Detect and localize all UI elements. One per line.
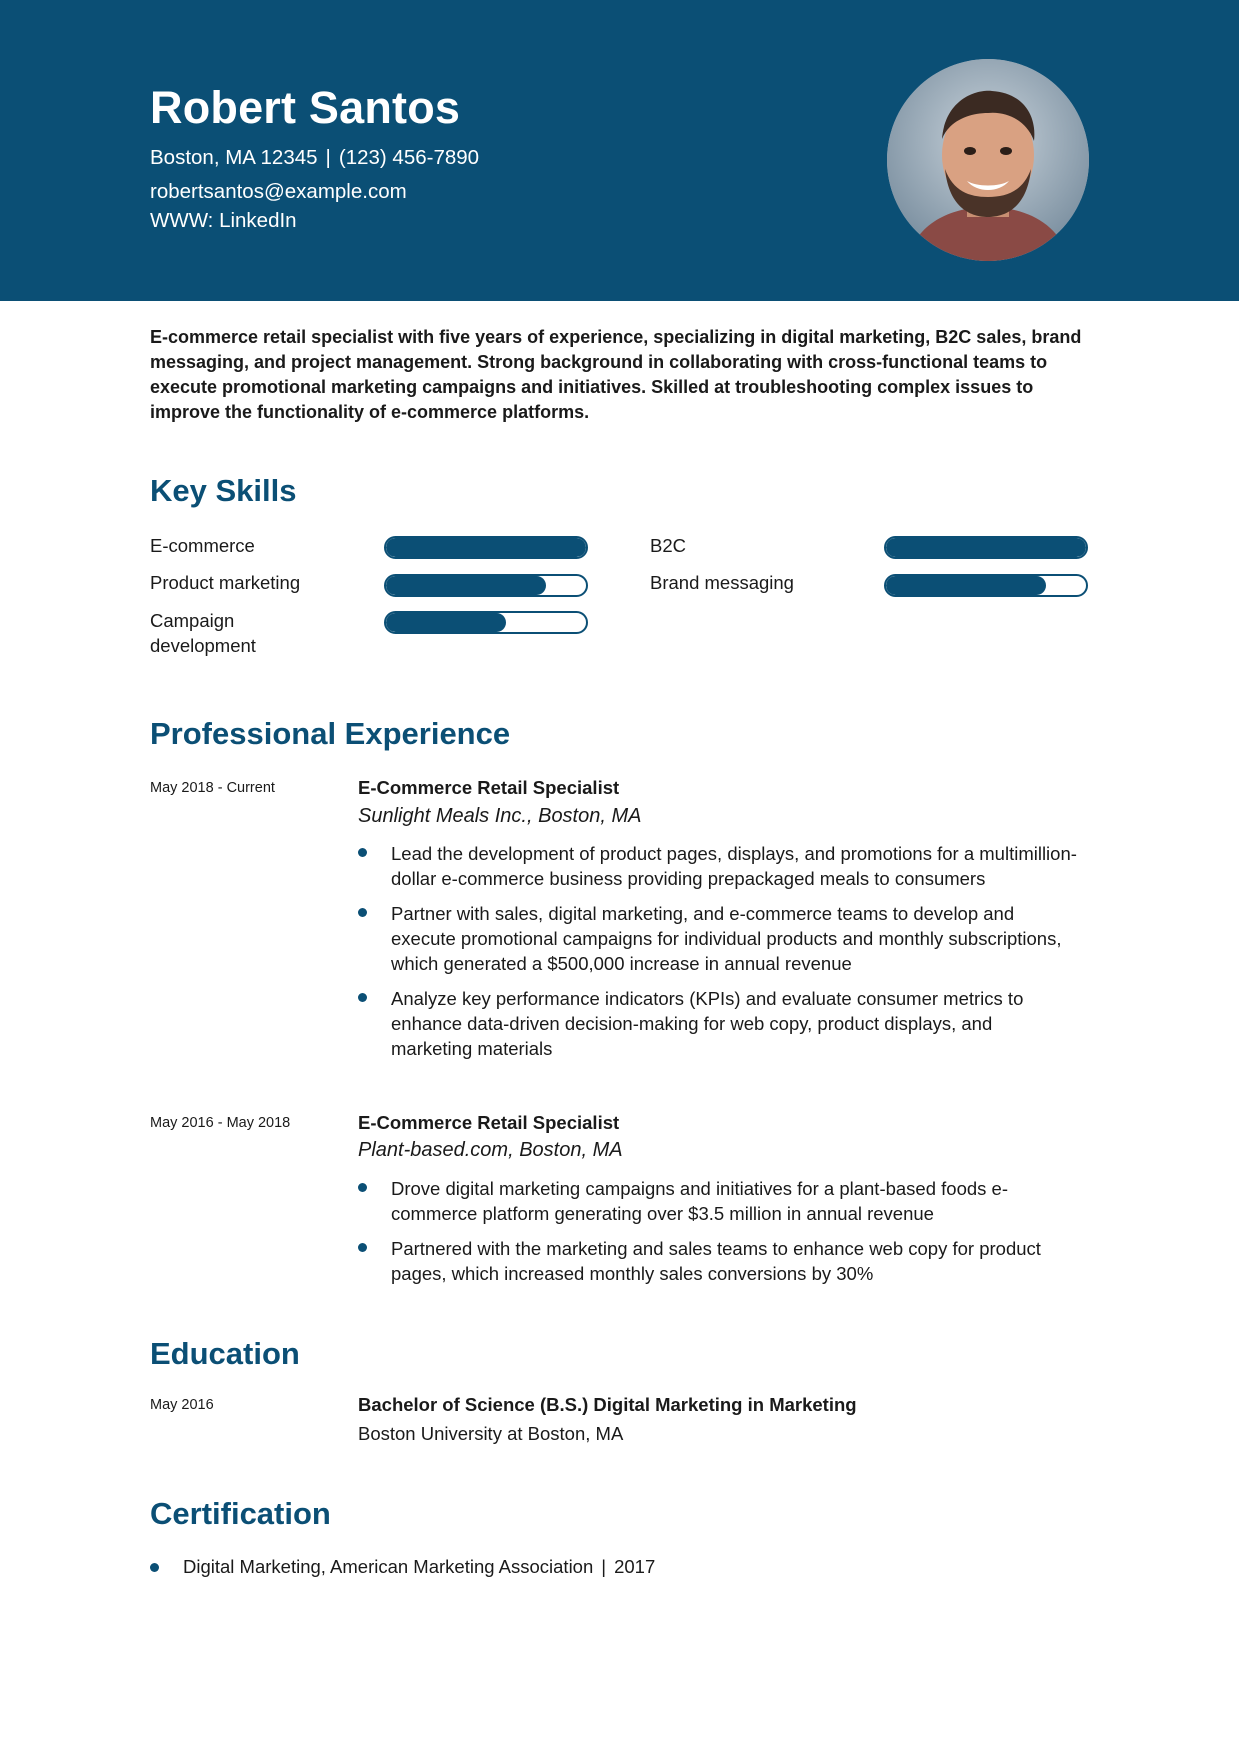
profile-photo-image	[887, 59, 1089, 261]
bullet-icon	[358, 1243, 367, 1252]
job-company	[358, 805, 641, 828]
certification-item	[150, 1556, 655, 1578]
experience-section-title: Professional Experience	[150, 716, 511, 751]
bullet-text: Lead the development of product pages, displays, and promotions for a multimillion-dollar e-commerce business providing prepackaged meals to consumers	[391, 843, 1077, 889]
bullet-icon	[358, 993, 367, 1002]
job-bullets	[358, 1176, 1078, 1296]
bullet-text: Analyze key performance indicators (KPIs) and evaluate consumer metrics to enhance data-driven decision-making for web copy, product displays, and marketing materials	[391, 988, 1024, 1059]
professional-summary: E-commerce retail specialist with five years of experience, specializing in digital marketing, B2C sales, brand messaging, and project management. Strong background in collaborating with cross-functional teams to execute promotional marketing campaigns and initiatives. Skilled at troubleshooting complex issues to improve the functionality of e-commerce platforms.	[150, 327, 1082, 422]
company-name: Plant-based.com	[358, 1139, 509, 1161]
job-dates: May 2016 - May 2018	[150, 1115, 291, 1131]
company-name: Sunlight Meals Inc.	[358, 805, 527, 827]
email[interactable]: robertsantos@example.com	[150, 180, 407, 203]
skill-bar	[384, 611, 588, 634]
skill-bar	[384, 536, 588, 559]
education-school: Boston University at Boston, MA	[358, 1423, 624, 1444]
phone: (123) 456-7890	[338, 146, 480, 169]
company-location: , Boston, MA	[526, 805, 642, 827]
bullet-icon	[358, 908, 367, 917]
skill-bar-fill	[886, 538, 1086, 557]
skills-section-title: Key Skills	[150, 473, 297, 508]
job-bullets	[358, 841, 1078, 1071]
skill-bar	[884, 536, 1088, 559]
list-item	[358, 901, 1078, 976]
skill-bar	[884, 574, 1088, 597]
candidate-name: Robert Santos	[150, 82, 461, 133]
skill-bar-fill	[386, 576, 546, 595]
education-degree: Bachelor of Science (B.S.) Digital Marketing in Marketing	[358, 1394, 857, 1415]
skill-label: B2C	[650, 535, 686, 556]
list-item	[358, 1176, 1078, 1226]
profile-photo	[887, 59, 1089, 261]
skill-label: E-commerce	[150, 535, 255, 556]
separator: |	[325, 146, 331, 169]
bullet-text: Partner with sales, digital marketing, and e-commerce teams to develop and execute promotional campaigns for individual products and monthly subscriptions, which generated a $500,000 increase in annual revenue	[391, 903, 1062, 974]
certification-section-title: Certification	[150, 1496, 331, 1531]
job-title: E-Commerce Retail Specialist	[358, 777, 620, 798]
resume-header	[0, 0, 1239, 301]
skill-label: Campaign development	[150, 610, 256, 656]
skill-bar-fill	[886, 576, 1046, 595]
job-company	[358, 1139, 623, 1162]
separator: |	[601, 1556, 607, 1577]
bullet-icon	[150, 1563, 159, 1572]
skill-bar	[384, 574, 588, 597]
skill-label: Product marketing	[150, 572, 301, 593]
bullet-icon	[358, 848, 367, 857]
job-dates: May 2018 - Current	[150, 780, 275, 796]
education-date: May 2016	[150, 1397, 214, 1413]
bullet-text: Partnered with the marketing and sales teams to enhance web copy for product pages, which increased monthly sales conversions by 30%	[391, 1238, 1041, 1284]
list-item	[358, 986, 1078, 1061]
list-item	[358, 841, 1078, 891]
skill-bar-fill	[386, 613, 506, 632]
education-section-title: Education	[150, 1336, 300, 1371]
certification-name: Digital Marketing, American Marketing Association	[183, 1556, 594, 1577]
certification-year: 2017	[614, 1556, 656, 1577]
list-item	[358, 1236, 1078, 1286]
contact-address-phone	[150, 146, 479, 170]
website-link[interactable]: WWW: LinkedIn	[150, 209, 297, 232]
company-location: , Boston, MA	[508, 1139, 623, 1161]
job-title: E-Commerce Retail Specialist	[358, 1112, 620, 1133]
bullet-icon	[358, 1183, 367, 1192]
skill-label: Brand messaging	[650, 572, 794, 593]
bullet-text: Drove digital marketing campaigns and initiatives for a plant-based foods e-commerce platform generating over $3.5 million in annual revenue	[391, 1178, 1008, 1224]
address: Boston, MA 12345	[150, 146, 318, 169]
skill-bar-fill	[386, 538, 586, 557]
